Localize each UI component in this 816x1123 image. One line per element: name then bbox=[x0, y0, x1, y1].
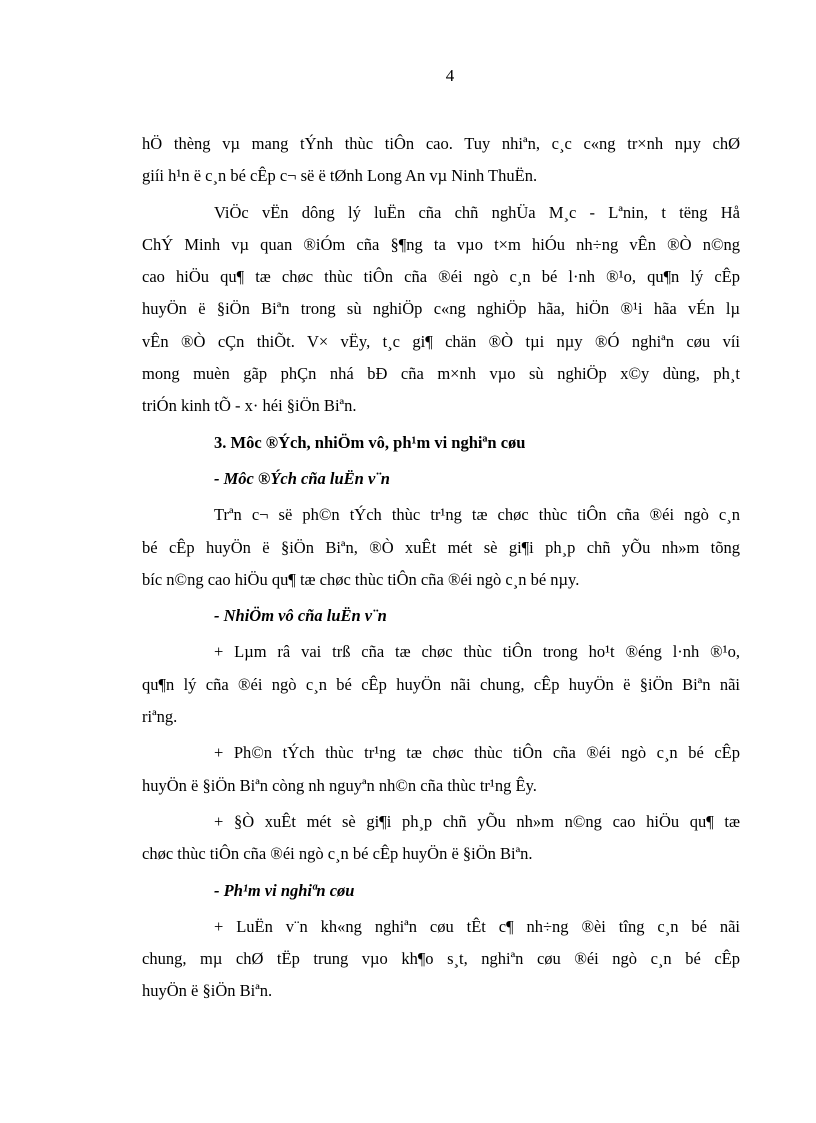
paragraph-3 bbox=[142, 499, 740, 596]
paragraph-line: + §Ò xuÊt mét sè gi¶i ph¸p chñ yÕu nh»m n©ng cao hiÖu qu¶ tæ bbox=[214, 811, 740, 831]
paragraph-1 bbox=[142, 128, 740, 193]
paragraph-line: vÊn ®Ò cÇn thiÕt. V× vËy, t¸c gi¶ chän ®Ò tµi nµy ®Ó nghiªn cøu víi bbox=[142, 331, 740, 351]
paragraph-line: huyÖn ë §iÖn Biªn còng nh nguyªn nh©n cña thùc tr¹ng Êy. bbox=[142, 775, 537, 795]
paragraph-line: huyÖn ë §iÖn Biªn. bbox=[142, 981, 273, 1001]
paragraph-line: qu¶n lý cña ®éi ngò c¸n bé cÊp huyÖn nãi chung, cÊp huyÖn ë §iÖn Biªn nãi bbox=[142, 674, 740, 694]
subsection-heading-tasks: - NhiÖm vô cña luËn v¨n bbox=[214, 606, 387, 626]
paragraph-line: ViÖc vËn dông lý luËn cña chñ nghÜa M¸c - Lªnin, t tëng Hå bbox=[214, 202, 740, 222]
paragraph-line: hÖ thèng vµ mang tÝnh thùc tiÔn cao. Tuy nhiªn, c¸c c«ng tr×nh nµy chØ bbox=[142, 134, 740, 153]
paragraph-line: chøc thùc tiÔn cña ®éi ngò c¸n bé cÊp huyÖn ë §iÖn Biªn. bbox=[142, 844, 533, 864]
paragraph-line: + Lµm râ vai trß cña tæ chøc thùc tiÔn trong ho¹t ®éng l·nh ®¹o, bbox=[214, 642, 740, 662]
section-heading: 3. Môc ®Ých, nhiÖm vô, ph¹m vi nghiªn cøu bbox=[214, 432, 526, 452]
paragraph-line: Trªn c¬ së ph©n tÝch thùc tr¹ng tæ chøc thùc tiÔn cña ®éi ngò c¸n bbox=[214, 505, 740, 525]
paragraph-line: mong muèn gãp phÇn nhá bÐ cña m×nh vµo sù nghiÖp x©y dùng, ph¸t bbox=[142, 364, 740, 384]
paragraph-line: ChÝ Minh vµ quan ®iÓm cña §¶ng ta vµo t×m hiÓu nh÷ng vÊn ®Ò n©ng bbox=[142, 234, 740, 254]
paragraph-line: riªng. bbox=[142, 707, 178, 727]
paragraph-line: huyÖn ë §iÖn Biªn trong sù nghiÖp c«ng nghiÖp hãa, hiÖn ®¹i hãa vÉn lµ bbox=[142, 299, 740, 319]
paragraph-7 bbox=[142, 911, 740, 1008]
page-body bbox=[142, 128, 740, 1008]
paragraph-line: bíc n©ng cao hiÖu qu¶ tæ chøc thùc tiÔn cña ®éi ngò c¸n bé nµy. bbox=[142, 569, 580, 589]
paragraph-line: chung, mµ chØ tËp trung vµo kh¶o s¸t, nghiªn cøu ®éi ngò c¸n bé cÊp bbox=[142, 949, 740, 969]
paragraph-2 bbox=[142, 197, 740, 423]
paragraph-5 bbox=[142, 737, 740, 802]
paragraph-line: + Ph©n tÝch thùc tr¹ng tæ chøc thùc tiÔn cña ®éi ngò c¸n bé cÊp bbox=[214, 743, 740, 763]
paragraph-4 bbox=[142, 636, 740, 733]
paragraph-line: + LuËn v¨n kh«ng nghiªn cøu tÊt c¶ nh÷ng ®èi tîng c¸n bé nãi bbox=[214, 916, 740, 936]
subsection-heading-scope: - Ph¹m vi nghiªn cøu bbox=[214, 880, 355, 900]
paragraph-line: cao hiÖu qu¶ tæ chøc thùc tiÔn cña ®éi ngò c¸n bé l·nh ®¹o, qu¶n lý cÊp bbox=[142, 267, 740, 287]
paragraph-6 bbox=[142, 806, 740, 871]
subsection-heading-purpose: - Môc ®Ých cña luËn v¨n bbox=[214, 468, 390, 488]
paragraph-line: triÓn kinh tÕ - x· héi §iÖn Biªn. bbox=[142, 396, 357, 416]
paragraph-line: giíi h¹n ë c¸n bé cÊp c¬ së ë tØnh Long An vµ Ninh ThuËn. bbox=[142, 166, 538, 186]
paragraph-line: bé cÊp huyÖn ë §iÖn Biªn, ®Ò xuÊt mét sè gi¶i ph¸p chñ yÕu nh»m tõng bbox=[142, 537, 740, 557]
page-number: 4 bbox=[445, 66, 455, 85]
